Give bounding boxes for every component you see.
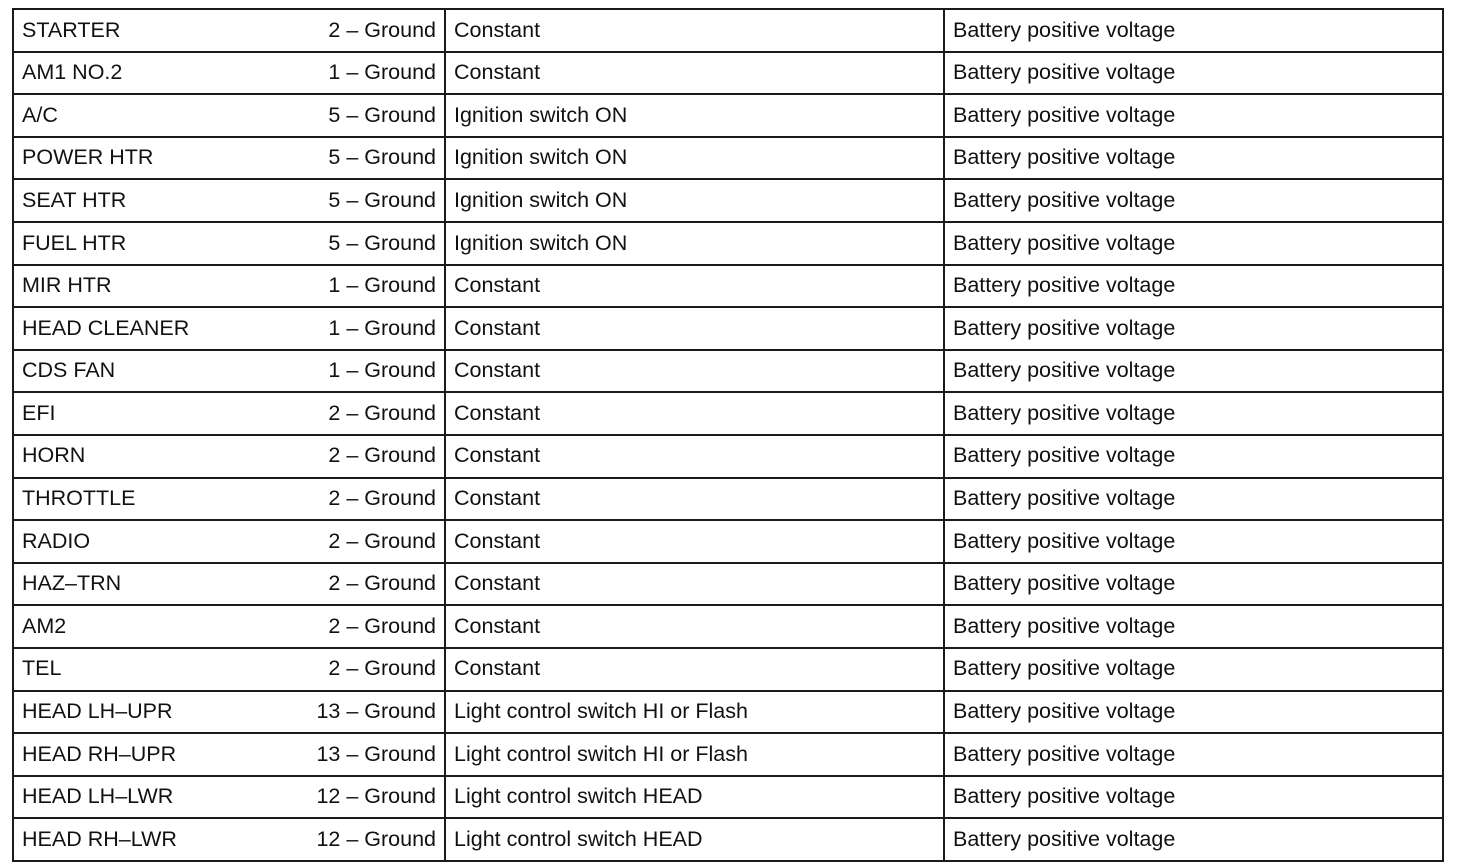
table-row <box>13 9 1443 52</box>
tester-connection-cell: 13 – Ground <box>291 691 445 734</box>
specified-condition-cell: Battery positive voltage <box>944 478 1443 521</box>
condition-cell: Constant <box>445 520 944 563</box>
tester-connection-cell: 2 – Ground <box>291 563 445 606</box>
specified-condition-cell: Battery positive voltage <box>944 691 1443 734</box>
fuse-name-cell: HAZ–TRN <box>13 563 291 606</box>
tester-connection-cell: 1 – Ground <box>291 350 445 393</box>
tester-connection-cell: 2 – Ground <box>291 648 445 691</box>
table-row <box>13 265 1443 308</box>
condition-cell: Constant <box>445 648 944 691</box>
table-row <box>13 179 1443 222</box>
tester-connection-cell: 13 – Ground <box>291 733 445 776</box>
fuse-name-cell: POWER HTR <box>13 137 291 180</box>
tester-connection-cell: 5 – Ground <box>291 222 445 265</box>
specified-condition-cell: Battery positive voltage <box>944 265 1443 308</box>
tester-connection-cell: 2 – Ground <box>291 520 445 563</box>
fuse-name-cell: STARTER <box>13 9 291 52</box>
condition-cell: Ignition switch ON <box>445 222 944 265</box>
table-row <box>13 52 1443 95</box>
fuse-name-cell: HEAD CLEANER <box>13 307 291 350</box>
table-row <box>13 818 1443 861</box>
fuse-voltage-check-sheet <box>12 8 1442 862</box>
table-row <box>13 350 1443 393</box>
fuse-name-cell: MIR HTR <box>13 265 291 308</box>
specified-condition-cell: Battery positive voltage <box>944 648 1443 691</box>
condition-cell: Constant <box>445 265 944 308</box>
tester-connection-cell: 5 – Ground <box>291 137 445 180</box>
tester-connection-cell: 2 – Ground <box>291 392 445 435</box>
specified-condition-cell: Battery positive voltage <box>944 733 1443 776</box>
fuse-name-cell: AM2 <box>13 605 291 648</box>
table-row <box>13 94 1443 137</box>
fuse-name-cell: CDS FAN <box>13 350 291 393</box>
condition-cell: Ignition switch ON <box>445 179 944 222</box>
specified-condition-cell: Battery positive voltage <box>944 520 1443 563</box>
table-row <box>13 648 1443 691</box>
condition-cell: Constant <box>445 9 944 52</box>
fuse-name-cell: HEAD LH–LWR <box>13 776 291 819</box>
table-row <box>13 691 1443 734</box>
specified-condition-cell: Battery positive voltage <box>944 350 1443 393</box>
table-row <box>13 392 1443 435</box>
condition-cell: Constant <box>445 605 944 648</box>
condition-cell: Constant <box>445 350 944 393</box>
condition-cell: Light control switch HI or Flash <box>445 691 944 734</box>
table-row <box>13 520 1443 563</box>
table-row <box>13 307 1443 350</box>
specified-condition-cell: Battery positive voltage <box>944 818 1443 861</box>
specified-condition-cell: Battery positive voltage <box>944 9 1443 52</box>
condition-cell: Constant <box>445 52 944 95</box>
table-row <box>13 733 1443 776</box>
table-row <box>13 222 1443 265</box>
condition-cell: Light control switch HEAD <box>445 776 944 819</box>
specified-condition-cell: Battery positive voltage <box>944 222 1443 265</box>
condition-cell: Constant <box>445 478 944 521</box>
fuse-name-cell: HEAD LH–UPR <box>13 691 291 734</box>
table-row <box>13 605 1443 648</box>
specified-condition-cell: Battery positive voltage <box>944 179 1443 222</box>
specified-condition-cell: Battery positive voltage <box>944 776 1443 819</box>
condition-cell: Light control switch HI or Flash <box>445 733 944 776</box>
condition-cell: Light control switch HEAD <box>445 818 944 861</box>
table-row <box>13 137 1443 180</box>
table-row <box>13 776 1443 819</box>
tester-connection-cell: 12 – Ground <box>291 818 445 861</box>
tester-connection-cell: 2 – Ground <box>291 478 445 521</box>
fuse-name-cell: A/C <box>13 94 291 137</box>
condition-cell: Constant <box>445 307 944 350</box>
specified-condition-cell: Battery positive voltage <box>944 392 1443 435</box>
tester-connection-cell: 1 – Ground <box>291 52 445 95</box>
specified-condition-cell: Battery positive voltage <box>944 307 1443 350</box>
specified-condition-cell: Battery positive voltage <box>944 94 1443 137</box>
specified-condition-cell: Battery positive voltage <box>944 137 1443 180</box>
specified-condition-cell: Battery positive voltage <box>944 52 1443 95</box>
specified-condition-cell: Battery positive voltage <box>944 605 1443 648</box>
tester-connection-cell: 12 – Ground <box>291 776 445 819</box>
fuse-name-cell: HEAD RH–LWR <box>13 818 291 861</box>
tester-connection-cell: 2 – Ground <box>291 605 445 648</box>
fuse-name-cell: THROTTLE <box>13 478 291 521</box>
tester-connection-cell: 5 – Ground <box>291 94 445 137</box>
fuse-name-cell: TEL <box>13 648 291 691</box>
condition-cell: Ignition switch ON <box>445 94 944 137</box>
specified-condition-cell: Battery positive voltage <box>944 563 1443 606</box>
tester-connection-cell: 5 – Ground <box>291 179 445 222</box>
fuse-name-cell: RADIO <box>13 520 291 563</box>
condition-cell: Constant <box>445 435 944 478</box>
table-row <box>13 478 1443 521</box>
tester-connection-cell: 1 – Ground <box>291 265 445 308</box>
fuse-name-cell: SEAT HTR <box>13 179 291 222</box>
fuse-name-cell: AM1 NO.2 <box>13 52 291 95</box>
tester-connection-cell: 2 – Ground <box>291 435 445 478</box>
tester-connection-cell: 2 – Ground <box>291 9 445 52</box>
condition-cell: Constant <box>445 563 944 606</box>
fuse-name-cell: FUEL HTR <box>13 222 291 265</box>
specified-condition-cell: Battery positive voltage <box>944 435 1443 478</box>
table-body <box>13 9 1443 861</box>
fuse-voltage-table <box>12 8 1444 862</box>
fuse-name-cell: HEAD RH–UPR <box>13 733 291 776</box>
condition-cell: Constant <box>445 392 944 435</box>
table-row <box>13 435 1443 478</box>
fuse-name-cell: EFI <box>13 392 291 435</box>
condition-cell: Ignition switch ON <box>445 137 944 180</box>
fuse-name-cell: HORN <box>13 435 291 478</box>
tester-connection-cell: 1 – Ground <box>291 307 445 350</box>
table-row <box>13 563 1443 606</box>
